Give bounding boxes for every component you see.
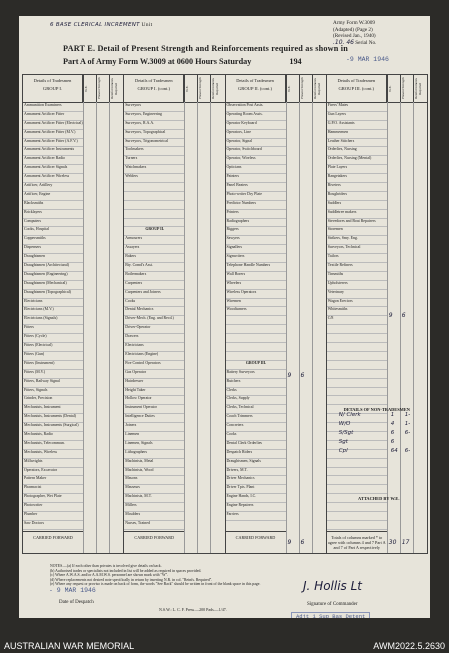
trade-row: Printers	[226, 210, 286, 219]
subheading: Present Strength	[197, 75, 210, 102]
year-suffix: 194	[289, 57, 302, 66]
trade-row: Surveyors, Technical	[327, 245, 387, 254]
trade-row: Stevedores and Boat Repairers	[327, 219, 387, 228]
trade-row: Veterinary	[327, 290, 387, 299]
trade-row: Masons	[124, 476, 184, 485]
heading-text: Details of Tradesmen	[134, 78, 173, 83]
trade-row: Bricklayers	[23, 210, 83, 219]
handwritten-count: 9	[388, 312, 393, 319]
rank-label: Sgt	[338, 439, 348, 445]
trade-row: Cooks, Hospital	[23, 227, 83, 236]
trade-row	[327, 379, 387, 388]
trade-row: Computers	[23, 219, 83, 228]
trade-row: Armament Artificer Fitter	[23, 112, 83, 121]
signature-label: Signature of Commander	[307, 602, 358, 607]
trade-row: Opticians	[226, 165, 286, 174]
subheading: Reinforcements Required	[312, 75, 325, 102]
trade-row: Leather Stitchers	[327, 139, 387, 148]
column-header	[226, 75, 326, 103]
subheading: W.E.	[387, 75, 400, 102]
form-title-line-1: PART E. Detail of Present Strength and Reinforcements required as shown in	[63, 44, 349, 53]
trade-row: Photo-writer Dry Plate	[226, 192, 286, 201]
trade-row: Machinists, Metal	[124, 459, 184, 468]
form-reference	[333, 20, 376, 46]
present-strength-value: 1-	[404, 412, 411, 418]
trade-row: Fitters	[23, 325, 83, 334]
unit-line	[50, 22, 152, 28]
trade-row: Saddletree makers	[327, 210, 387, 219]
non-tradesman-row	[329, 430, 425, 439]
trade-row: Draughtsmen (Topographical)	[23, 290, 83, 299]
column-heading	[327, 75, 387, 102]
we-value: 6	[390, 430, 395, 436]
trade-row: GROUP II.	[124, 227, 184, 236]
trade-row: Mechanists, Instruments (Surgical)	[23, 423, 83, 432]
trade-row	[327, 388, 387, 397]
trade-row: Fitters (Electrical)	[23, 343, 83, 352]
trade-row: Moulders	[124, 512, 184, 521]
table-column	[22, 74, 124, 554]
row-list	[124, 103, 224, 530]
trade-row: Fitters (M.V.)	[23, 370, 83, 379]
unit-label: Unit	[141, 22, 153, 28]
trade-row: Plumber	[23, 512, 83, 521]
trade-row	[124, 183, 184, 192]
trade-row: Surveyors, R.A.A.	[124, 121, 184, 130]
trade-row: Electricians (Engine)	[124, 352, 184, 361]
trade-row: Assayers	[124, 245, 184, 254]
we-value: 1	[390, 412, 395, 418]
trade-row: Clerks	[226, 388, 286, 397]
trade-row: Dispensers	[23, 245, 83, 254]
trade-row: Photographer, Wet Plate	[23, 494, 83, 503]
trade-row: Joiners	[124, 423, 184, 432]
trade-row: Hollow Operator	[124, 396, 184, 405]
present-strength-value: 1-	[404, 421, 411, 427]
trade-row: Operator, Signal	[226, 139, 286, 148]
trade-row: Armament Artificer Instruments	[23, 147, 83, 156]
column-header	[124, 75, 224, 103]
trade-row: Nurses, Trained	[124, 521, 184, 530]
form-title-line-2: Part A of Army Form W.3009 at 0600 Hours Saturday 194	[63, 57, 302, 66]
trade-row: Fitters, Railway Signal	[23, 379, 83, 388]
column-heading	[226, 75, 286, 102]
trade-row: Boilermakers	[124, 272, 184, 281]
trade-row: Predictor Numbers	[226, 201, 286, 210]
subheading: Present Strength	[299, 75, 312, 102]
trade-row: Armament Artificer Fitter (M.V.)	[23, 130, 83, 139]
archive-name: AUSTRALIAN WAR MEMORIAL	[4, 641, 135, 651]
subheading: Present Strength	[400, 75, 413, 102]
trade-row: Hairdresser	[124, 379, 184, 388]
trade-row: C/8	[327, 316, 387, 325]
trade-row: Riveters	[327, 183, 387, 192]
trade-row: Clerks, Technical	[226, 405, 286, 414]
trade-row: Driver Mechanics	[226, 476, 286, 485]
trade-row: Mechanists, Radio	[23, 432, 83, 441]
trade-row: Grinder, Precision	[23, 396, 83, 405]
trade-row: Millers	[124, 503, 184, 512]
note-line: NOTES.—(a) If each other than privates is involved give details on back.	[50, 564, 162, 568]
non-tradesman-row	[329, 448, 425, 457]
trade-row: Carpenters	[124, 281, 184, 290]
trade-row	[226, 343, 286, 352]
note-line: (b) Authorised trades or specialists not included in list will be added as required in spaces provided.	[50, 568, 202, 573]
trade-row: Armament Artificer Radio	[23, 156, 83, 165]
trade-row: Mechanists, Telecommun.	[23, 441, 83, 450]
trade-row: Electricians (Signals)	[23, 316, 83, 325]
trade-row	[327, 352, 387, 361]
trade-row: Pattern Maker	[23, 476, 83, 485]
trade-row: Ammunition Examiners	[23, 103, 83, 112]
trade-row: Fitters (Instrument)	[23, 361, 83, 370]
trade-row: Saw Doctors	[23, 521, 83, 530]
trade-row	[226, 316, 286, 325]
note-line: (e) Where any request or proviso is made on back of form, the words "See Back" should be written in front of the blank space in this page.	[50, 582, 261, 587]
subheading: W.E.	[83, 75, 96, 102]
trade-row: Watchmakers	[124, 165, 184, 174]
trade-row	[226, 352, 286, 361]
heading-text: Details of Tradesmen	[337, 78, 376, 83]
trade-row: Draughtsmen	[23, 254, 83, 263]
form-ref-line-1: Army Form W.3009	[333, 20, 375, 26]
trade-row: Despatch Riders	[226, 450, 286, 459]
trade-row	[327, 361, 387, 370]
trade-row: Armourers	[124, 236, 184, 245]
trade-row: Intelligence Duties	[124, 414, 184, 423]
trade-row: Surveyors, Topographical	[124, 130, 184, 139]
trade-row: Draughtsmen (Engineering)	[23, 272, 83, 281]
handwritten-count: 6	[300, 372, 305, 379]
trade-row	[327, 334, 387, 343]
trade-row	[327, 325, 387, 334]
trade-row: Clerks, Supply	[226, 396, 286, 405]
trade-row: Storemen	[327, 227, 387, 236]
trade-row	[327, 370, 387, 379]
present-strength-value: 6-	[404, 430, 411, 436]
trade-row: Driver Tpts. Plant	[226, 485, 286, 494]
trade-row	[327, 512, 387, 521]
subheading: W.E.	[184, 75, 197, 102]
trade-row: Machinists, M.T.	[124, 494, 184, 503]
form-ref-line-3: (Revised Jan., 1940)	[333, 33, 376, 40]
trade-row: Millwrights	[23, 459, 83, 468]
trade-row: Bakers	[124, 254, 184, 263]
date-stamp: -9 MAR 1946	[346, 56, 389, 63]
subheading: Present Strength	[96, 75, 109, 102]
trade-row: Observation Post Assts.	[226, 103, 286, 112]
trade-row: GROUP III.	[226, 361, 286, 370]
group-label: GROUP I. (cont.)	[137, 86, 170, 91]
trade-row: Engine Hands, I.C.	[226, 494, 286, 503]
trade-row: Upholsterers	[327, 281, 387, 290]
non-tradesman-row	[329, 439, 425, 448]
trade-row: Drivers, M.T.	[226, 468, 286, 477]
trade-row: Armament Artificer Fitter (A.F.V.)	[23, 139, 83, 148]
trade-row: Dental Clerk Orderlies	[226, 441, 286, 450]
handwritten-count: 30	[388, 539, 397, 546]
trade-row: Masseurs	[124, 485, 184, 494]
non-tradesmen-block	[329, 407, 425, 501]
present-strength-value: 6-	[404, 448, 411, 454]
handwritten-count: 6	[401, 312, 406, 319]
trade-row: Linemen	[124, 432, 184, 441]
trade-row: Mechanists, Wireless	[23, 450, 83, 459]
handwritten-count: 9	[287, 372, 292, 379]
handwritten-count: 6	[300, 539, 305, 546]
trade-row: Turners	[124, 156, 184, 165]
trade-row: Woodturners	[226, 307, 286, 316]
row-list	[23, 103, 123, 530]
trade-row	[124, 201, 184, 210]
trade-row: Coach Trimmers	[226, 414, 286, 423]
archive-id: AWM2022.5.2630	[373, 641, 445, 651]
trade-row: Coppersmiths	[23, 236, 83, 245]
trade-row: Surveyors, Trigonometrical	[124, 139, 184, 148]
trade-row: Operator Keyboard	[226, 121, 286, 130]
trade-row: Gas Operator	[124, 370, 184, 379]
printer-imprint: N.S.W.: L. C. F. Press.—200 Pads.—1/47.	[159, 607, 227, 612]
trade-row: Plate Layers	[327, 165, 387, 174]
trade-row: Electricians (M.V.)	[23, 307, 83, 316]
trade-row: Radiographers	[226, 219, 286, 228]
trade-row: Cooks	[124, 299, 184, 308]
trade-row: Fitters (Gun)	[23, 352, 83, 361]
form-ref-line-2: (Adapted) (Page 2)	[333, 26, 373, 33]
rank-label: W/O	[338, 421, 351, 427]
group-label: GROUP I.	[42, 86, 63, 91]
form-page	[19, 16, 430, 618]
heading-text: Details of Tradesmen	[33, 78, 72, 83]
despatch-stamp: - 9 MAR 1946	[49, 587, 96, 594]
trade-row: Strikers, Smy. Eng.	[327, 236, 387, 245]
trade-row: Concreters	[226, 423, 286, 432]
unit-name: 6 BASE CLERICAL INCREMENT	[50, 22, 140, 28]
serial-label: Serial No.	[355, 39, 377, 46]
trade-row: Saddlers	[327, 201, 387, 210]
date-of-despatch-label: Date of Despatch	[59, 600, 94, 605]
trade-row: Orderlies, Nursing (Mental)	[327, 156, 387, 165]
trade-row: Linemen, Signals	[124, 441, 184, 450]
trade-row: Artificer, Artillery	[23, 183, 83, 192]
trade-row: Height Taker	[124, 388, 184, 397]
trade-row: Draughtsmen (Mechanical)	[23, 281, 83, 290]
trade-row: Electricians	[124, 343, 184, 352]
carried-forward-label: CARRIED FORWARD	[226, 531, 286, 553]
row-list	[226, 103, 326, 521]
form-date: .10. 46	[333, 38, 354, 46]
trade-row: Surveyors, Engineering	[124, 112, 184, 121]
column-header	[23, 75, 123, 103]
commander-signature: J. Hollis Lt	[303, 579, 362, 593]
trade-row: Pharmacist	[23, 485, 83, 494]
trade-row	[327, 343, 387, 352]
table-column	[123, 74, 225, 554]
table-column	[326, 74, 428, 554]
non-tradesman-row	[329, 457, 425, 466]
trade-row: Wheelers	[226, 281, 286, 290]
trade-row: Telephone Handle Numbers	[226, 263, 286, 272]
trade-row: Gun Layers	[327, 112, 387, 121]
trade-row: Wiremen	[226, 299, 286, 308]
trade-row: Operators, Excavator	[23, 468, 83, 477]
trade-row: Photowriter	[23, 503, 83, 512]
trade-row	[327, 396, 387, 405]
trade-row: Panel Beaters	[226, 183, 286, 192]
trade-row: G.P.O. Assistants	[327, 121, 387, 130]
we-value: 64	[390, 448, 398, 454]
trade-row: Rangetakers	[327, 174, 387, 183]
trade-row: Tinsmiths	[327, 272, 387, 281]
rank-label: N/ Clerk	[338, 412, 361, 418]
trade-row: Draughtsmen, Signals	[226, 459, 286, 468]
subheading: Reinforcements Required	[413, 75, 426, 102]
trade-row	[124, 192, 184, 201]
trade-row: Draughtsmen (Architectural)	[23, 263, 83, 272]
note-line: (d) Where replacements not desired note specifically in return by inserting N.R. in col. "Reinfs. Required".	[50, 577, 213, 582]
trade-row	[327, 503, 387, 512]
trade-row: Drawers	[124, 334, 184, 343]
trade-row: Textile Refiners	[327, 263, 387, 272]
subheading: Reinforcements Required	[210, 75, 223, 102]
trade-row: Surveyors	[124, 103, 184, 112]
trade-row: Fitters (Cycle)	[23, 334, 83, 343]
trade-row: Farriers	[226, 512, 286, 521]
non-tradesman-row	[329, 412, 425, 421]
trade-row: Painters	[226, 174, 286, 183]
trade-row: Carpenters and Joiners	[124, 290, 184, 299]
trade-row: Engine Repairers	[226, 503, 286, 512]
trade-row: Lithographers	[124, 450, 184, 459]
group-label: GROUP II. (cont.)	[237, 86, 273, 91]
trade-row: Cooks	[226, 432, 286, 441]
we-value: 4	[390, 421, 395, 427]
trade-row: Armament Artificer Fitter (Electrical)	[23, 121, 83, 130]
trade-row: Butchers	[226, 379, 286, 388]
trade-row: Orderlies, Nursing	[327, 147, 387, 156]
non-tradesmen-heading: DETAILS OF NON-TRADESMEN	[343, 407, 410, 412]
trade-row: Blacksmiths	[23, 201, 83, 210]
subheading: Reinforcements Required	[109, 75, 122, 102]
carried-forward-label: CARRIED FORWARD	[23, 531, 83, 553]
column-heading	[124, 75, 184, 102]
trade-row: Roughriders	[327, 192, 387, 201]
trade-row: Whitesmiths	[327, 307, 387, 316]
non-tradesman-row	[329, 421, 425, 430]
trade-row: Wagon Erectors	[327, 299, 387, 308]
trade-row: Machinists, Wood	[124, 468, 184, 477]
trade-row	[226, 334, 286, 343]
column-header	[327, 75, 427, 103]
subheading: W.E.	[286, 75, 299, 102]
trade-row: Fire Control Operators	[124, 361, 184, 370]
archive-footer	[0, 620, 449, 653]
trade-row: Operator, Switchboard	[226, 147, 286, 156]
adjutant-stamp: Adjt 1 Sup Bas Detent	[291, 612, 370, 618]
trade-row: Operators, Line	[226, 130, 286, 139]
attached-by-we-label: ATTACHED BY W.E.	[358, 496, 400, 501]
trade-row: Wireless Operators	[226, 290, 286, 299]
trade-row: Armament Artificer Signals	[23, 165, 83, 174]
handwritten-count: 9	[287, 539, 292, 546]
trade-row	[226, 325, 286, 334]
trade-row: Sawyers	[226, 236, 286, 245]
trade-row: Mechanists, Instruments (Dental)	[23, 414, 83, 423]
heading-text: Details of Tradesmen	[236, 78, 274, 83]
trade-row: Operating Room Assts.	[226, 112, 286, 121]
trade-row: Tailors	[327, 254, 387, 263]
carried-forward-label: Totals of columns marked * to agree with columns 4 and 7 Part A and 7 of Part A respectively	[327, 531, 387, 553]
trade-row: Dental Mechanics	[124, 307, 184, 316]
trade-row: Wall Borers	[226, 272, 286, 281]
trade-row: Toolmakers	[124, 147, 184, 156]
trade-row: Battery Surveyors	[226, 370, 286, 379]
trade-row: Driver-Operator	[124, 325, 184, 334]
trade-row: Fitters, Signals	[23, 388, 83, 397]
trade-row: Riggers	[226, 227, 286, 236]
trade-row: Bty. Comd's Asst.	[124, 263, 184, 272]
handwritten-count: 17	[401, 539, 410, 546]
trade-row: Artificer, Engine	[23, 192, 83, 201]
table-column	[225, 74, 327, 554]
trade-row: Hammermen	[327, 130, 387, 139]
note-line: (c) Where A.W.A.S. and/or A.A.M.W.S. personnel are shown mark with "W".	[50, 573, 169, 578]
trade-row: Armament Artificer Wireless	[23, 174, 83, 183]
trade-row	[124, 219, 184, 228]
rank-label: Cpl	[338, 448, 348, 454]
trade-row: Welders	[124, 174, 184, 183]
column-heading	[23, 75, 83, 102]
strength-table	[22, 74, 427, 554]
rank-label: S/Sgt	[338, 430, 354, 436]
trade-row: Signallers	[226, 245, 286, 254]
trade-row	[124, 210, 184, 219]
trade-row: Electricians	[23, 299, 83, 308]
carried-forward-label: CARRIED FORWARD	[124, 531, 184, 553]
we-value: 6	[390, 439, 395, 445]
trade-row: Driver-Mech. (Eng. and Recd.)	[124, 316, 184, 325]
trade-row: Firers' Mates	[327, 103, 387, 112]
trade-row: Operator, Wireless	[226, 156, 286, 165]
group-label: GROUP III. (cont.)	[338, 86, 375, 91]
trade-row	[327, 521, 387, 530]
trade-row: Signwriters	[226, 254, 286, 263]
trade-row: Instrument Operator	[124, 405, 184, 414]
trade-row: Mechanists, Instrument	[23, 405, 83, 414]
